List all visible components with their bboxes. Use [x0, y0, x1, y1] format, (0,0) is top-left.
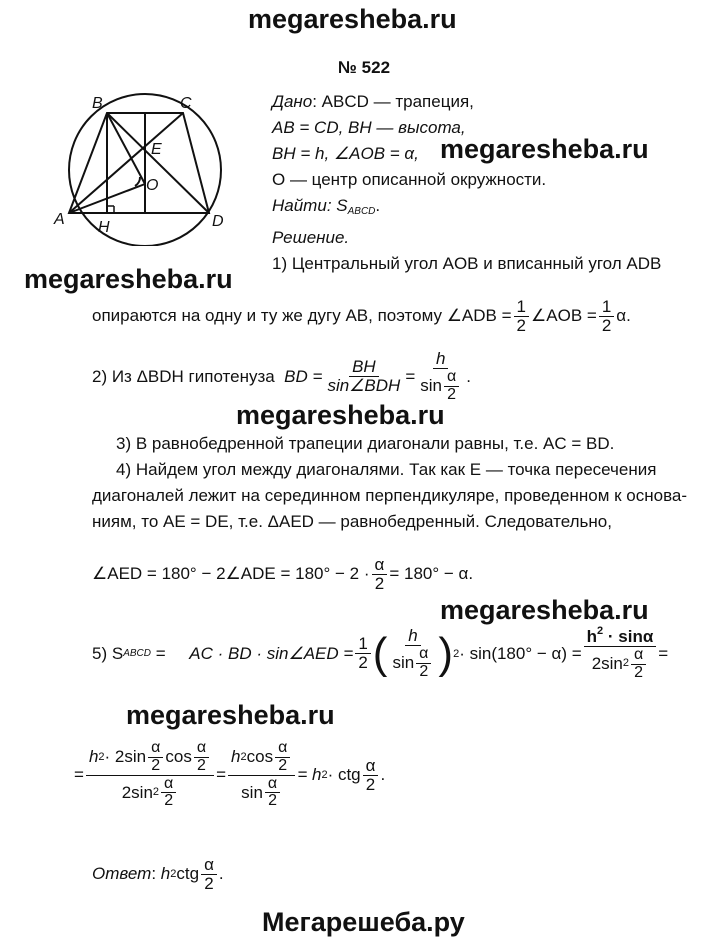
label-b: B	[92, 95, 103, 112]
given-line-1: Дано: ABCD — трапеция,	[272, 92, 474, 111]
label-c: C	[180, 95, 192, 112]
watermark-right: megaresheba.ru	[440, 595, 649, 625]
step3-line: 3) В равнобедренной трапеции диагонали равны, т.е. AC = BD.	[116, 434, 615, 453]
step4-line-2: диагоналей лежит на серединном перпендикуляре, проведенном к основа-	[92, 486, 688, 505]
label-o: O	[146, 177, 159, 194]
label-e: E	[151, 141, 162, 158]
watermark-line3: megaresheba.ru	[440, 134, 649, 164]
watermark-left: megaresheba.ru	[24, 264, 233, 294]
trapezoid-abcd	[69, 113, 209, 213]
step2-line: 2) Из ΔBDH гипотенуза BD = $\frac{BH}{\text{sin∠BDH}}$ = h sin $\frac{\alpha}{2}$ .	[92, 349, 471, 403]
watermark-mid: megaresheba.ru	[236, 400, 445, 430]
diagonal-ac	[69, 113, 183, 213]
given-line-2: AB = CD, BH — высота,	[272, 118, 466, 137]
problem-number: № 522	[338, 58, 391, 77]
step4-line-1: 4) Найдем угол между диагоналями. Так как E — точка пересечения	[116, 460, 657, 479]
step4-line-3: ниям, то AE = DE, т.е. ΔAED — равнобедренный. Следовательно,	[92, 512, 612, 531]
given-line-3: BH = h, ∠AOB = α,	[272, 144, 419, 163]
find-line: Найти: $S_{ABCD}$.	[272, 196, 381, 217]
label-d: D	[212, 213, 224, 230]
watermark-footer: Мегарешеба.ру	[262, 907, 465, 937]
watermark-lower: megaresheba.ru	[126, 700, 335, 730]
solution-heading: Решение.	[272, 228, 350, 247]
watermark-top: megaresheba.ru	[248, 4, 457, 34]
step6-formula: = h 2 · 2sin $\frac{\alpha}{2}$ cos $\frac{\alpha}{2}$ 2sin 2 $\frac{\alpha}{2}$ = h 2 cos $\frac{\alpha}{2}$ sin $\frac{\alpha}{2}$ = h 2 · ctg $\frac{\alpha}{2}$ .	[74, 739, 386, 810]
label-a: A	[54, 211, 65, 228]
given-line-4: O — центр описанной окружности.	[272, 170, 547, 189]
angle-aob-arc	[135, 177, 140, 186]
step5-formula: 5) S ABCD = AC · BD · sin∠AED = $\frac{1}{2}$ ( h sin $\frac{\alpha}{2}$ ) 2 · sin(180° − α) = $h^2 \cdot \sin\alpha$ 2sin 2 $\frac{\alpha}{2}$ =	[92, 625, 669, 681]
label-h: H	[98, 219, 110, 236]
answer-line: Ответ : h 2 ctg $\frac{\alpha}{2}$ .	[92, 855, 224, 893]
step1-line-1: 1) Центральный угол AOB и вписанный угол ADB	[272, 254, 662, 273]
trapezoid-figure	[52, 86, 242, 246]
diagonal-bd	[107, 113, 209, 213]
step1-line-2: опираются на одну и ту же дугу AB, поэтому ∠ADB = $\frac{1}{2}$ ∠AOB = $\frac{1}{2}$ α.	[92, 297, 631, 335]
step4-formula: ∠AED = 180° − 2∠ADE = 180° − 2 · $\frac{\alpha}{2}$ = 180° − α.	[92, 555, 474, 593]
